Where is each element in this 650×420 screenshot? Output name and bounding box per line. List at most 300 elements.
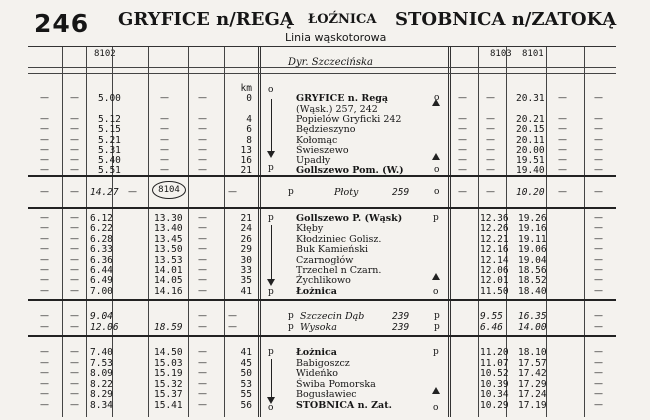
empty-cell-dash: — [486,144,495,155]
return-time: 19.40 [516,165,545,177]
up-arrow-icon [432,153,440,160]
km-value: 53 [240,378,252,390]
km-value: km [240,83,252,94]
return-time: 11.20 [480,347,509,358]
empty-cell-dash: — [594,223,603,234]
return-time: 17.24 [518,389,547,401]
empty-cell-dash: — [40,311,49,321]
return-time: 18.40 [518,285,547,297]
section5-row [28,347,616,358]
empty-cell-dash: — [594,213,603,223]
empty-cell-dash: — [198,144,207,155]
empty-cell-dash: — [198,134,207,145]
return-time: 12.01 [480,275,509,287]
empty-cell-dash: — [70,357,79,368]
empty-cell-dash: — [70,233,79,244]
empty-cell-dash: — [594,275,603,286]
empty-cell-dash: — [40,400,49,410]
down-arrow-icon [267,279,275,286]
empty-cell-dash: — [198,285,207,296]
empty-cell-dash: — [558,124,567,135]
departure-time: 14.05 [154,275,183,287]
empty-cell-dash: — [594,124,603,135]
empty-cell-dash: — [486,124,495,135]
empty-cell-dash: — [70,389,79,400]
connection-time: 9.55 [480,311,503,322]
return-time: 12.21 [480,233,509,245]
section4-row [28,322,616,333]
stop-symbol: p [288,311,294,321]
empty-cell-dash: — [458,124,467,135]
departure-time: 5.12 [98,113,121,125]
empty-cell-dash: — [594,134,603,145]
departure-time: 5.15 [98,124,121,136]
return-time: 20.00 [516,144,545,156]
empty-cell-dash: — [40,368,49,379]
empty-cell-dash: — [486,165,495,176]
line-subtitle: Linia wąskotorowa [285,31,387,44]
empty-cell-dash: — [198,311,207,321]
connection-time: 16.35 [518,311,547,322]
empty-cell-dash: — [160,134,169,145]
departure-time: 6.36 [90,254,113,266]
station-name: Gollszewo Pom. (W.) [296,165,404,177]
empty-cell-dash: — [40,124,49,135]
stop-symbol: o [434,93,440,104]
empty-cell-dash: — [594,400,603,410]
station-name: Czarnogłów [296,254,354,266]
empty-cell-dash: — [594,254,603,265]
station-name: Łożnica [296,347,337,358]
empty-cell-dash: — [160,155,169,166]
empty-cell-dash: — [458,144,467,155]
grid-hline [28,335,616,337]
station-name: Gollszewo P. (Wąsk) [296,213,403,224]
stop-symbol: p [288,187,294,197]
departure-time: 5.51 [98,165,121,177]
return-time: 19.26 [518,213,547,224]
section2-row [28,187,616,198]
return-time: 10.52 [480,368,509,380]
empty-cell-dash: — [228,187,237,197]
empty-cell-dash: — [198,275,207,286]
empty-cell-dash: — [70,285,79,296]
km-value: 4 [246,113,252,125]
station-name: Żychlikowo [296,275,351,287]
empty-cell-dash: — [40,244,49,255]
return-time: 17.29 [518,378,547,390]
km-value: 55 [240,389,252,401]
empty-cell-dash: — [70,165,79,176]
section3-row [28,223,616,234]
departure-time: 8.29 [90,389,113,401]
departure-time: 8.09 [90,368,113,380]
section5-row [28,368,616,379]
empty-cell-dash: — [594,389,603,400]
connection-time: 18.59 [154,322,183,333]
empty-cell-dash: — [70,124,79,135]
empty-cell-dash: — [486,113,495,124]
empty-cell-dash: — [70,244,79,255]
return-time: 18.56 [518,265,547,276]
stop-symbol: p [268,163,274,173]
station-name: Babigoszcz [296,357,350,369]
return-time: 17.42 [518,368,547,380]
departure-time: 13.45 [154,233,183,245]
section1-row [28,165,616,176]
departure-time: 5.21 [98,134,121,146]
return-time: 20.31 [516,93,545,105]
empty-cell-dash: — [40,233,49,244]
empty-cell-dash: — [486,134,495,145]
empty-cell-dash: — [40,113,49,124]
return-time: 10.34 [480,389,509,401]
empty-cell-dash: — [40,213,49,223]
return-time: 20.15 [516,124,545,136]
station-name: Kłodziniec Golisz. [296,233,382,245]
station-name: STOBNICA n. Zat. [296,400,392,411]
departure-time: 6.28 [90,233,113,245]
departure-time: 15.03 [154,357,183,369]
section5-row [28,358,616,369]
empty-cell-dash: — [40,378,49,389]
empty-cell-dash: — [558,93,567,104]
empty-cell-dash: — [198,389,207,400]
departure-time: 6.22 [90,223,113,235]
section5-row [28,389,616,400]
timetable-header [0,0,650,48]
empty-cell-dash: — [198,233,207,244]
empty-cell-dash: — [40,285,49,296]
return-time: 20.21 [516,113,545,125]
empty-cell-dash: — [70,144,79,155]
empty-cell-dash: — [70,113,79,124]
return-time: 20.11 [516,134,545,146]
station-name: Bogusławiec [296,389,357,401]
empty-cell-dash: — [70,275,79,286]
return-time: 19.11 [518,233,547,245]
departure-time: 7.40 [90,347,113,358]
empty-cell-dash: — [558,155,567,166]
km-value: 33 [240,265,252,276]
empty-cell-dash: — [40,347,49,357]
station-name: Kołomąc [296,134,338,146]
departure-time: 14.50 [154,347,183,358]
return-time: 12.36 [480,213,509,224]
departure-time: 7.00 [90,285,113,297]
route-origin: GRYFICE n/REGĄ [118,9,294,30]
stop-symbol: o [268,403,274,413]
return-time: 19.06 [518,244,547,256]
empty-cell-dash: — [40,322,49,332]
empty-cell-dash: — [594,322,603,332]
empty-cell-dash: — [198,223,207,234]
empty-cell-dash: — [594,265,603,275]
station-name: Trzechel n Czarn. [296,265,382,276]
departure-time: 8.22 [90,378,113,390]
empty-cell-dash: — [198,165,207,176]
empty-cell-dash: — [70,155,79,166]
section5-row [28,379,616,390]
station-name: Płoty [334,187,359,198]
km-value: 8 [246,134,252,146]
km-value: 6 [246,124,252,136]
grid-hline [28,299,616,301]
station-name: GRYFICE n. Regą [296,93,389,105]
empty-cell-dash: — [198,322,207,332]
empty-cell-dash: — [40,389,49,400]
km-value: 16 [240,155,252,167]
connection-time: 14.00 [518,322,547,333]
empty-cell-dash: — [70,223,79,234]
return-time: 12.26 [480,223,509,235]
departure-time: 5.40 [98,155,121,167]
empty-cell-dash: — [558,165,567,176]
departure-time: 15.37 [154,389,183,401]
table-reference: 239 [392,322,410,333]
departure-time: 5.00 [98,93,121,105]
empty-cell-dash: — [594,165,603,176]
departure-time: 6.49 [90,275,113,287]
departure-time: 6.33 [90,244,113,256]
return-time: 12.16 [480,244,509,256]
departure-time: 8.34 [90,400,113,411]
stop-symbol: o [268,85,274,95]
km-value: 13 [240,144,252,156]
station-name: Upadły [296,155,331,167]
departure-time: 7.53 [90,357,113,369]
section4-row [28,311,616,322]
empty-cell-dash: — [70,322,79,332]
grid-hline [28,207,616,209]
station-name: Wideńko [296,368,338,380]
empty-cell-dash: — [594,311,603,321]
empty-cell-dash: — [558,187,567,197]
empty-cell-dash: — [198,400,207,410]
up-arrow-icon [432,387,440,394]
km-value: 56 [240,400,252,411]
empty-cell-dash: — [458,187,467,197]
empty-cell-dash: — [70,378,79,389]
stop-symbol: p [433,213,439,223]
train-number-right-a: 8103 [490,49,512,59]
empty-cell-dash: — [458,93,467,104]
station-name: Świeszewo [296,144,349,156]
direction-line [271,359,272,397]
km-value: 35 [240,275,252,287]
down-arrow-icon [267,151,275,158]
empty-cell-dash: — [198,347,207,357]
km-value: 30 [240,254,252,266]
train-number-right-b: 8101 [522,49,544,59]
empty-cell-dash: — [486,93,495,104]
table-number: 246 [34,9,90,38]
empty-cell-dash: — [198,254,207,265]
return-time: 19.16 [518,223,547,235]
stop-symbol: o [434,165,440,176]
empty-cell-dash: — [40,144,49,155]
timetable-body [28,46,616,417]
empty-cell-dash: — [198,357,207,368]
km-value: 45 [240,357,252,369]
empty-cell-dash: — [458,113,467,124]
empty-cell-dash: — [228,322,237,332]
empty-cell-dash: — [228,311,237,321]
empty-cell-dash: — [70,254,79,265]
return-time: 11.50 [480,285,509,297]
empty-cell-dash: — [594,368,603,379]
section3-row [28,255,616,266]
empty-cell-dash: — [70,311,79,321]
empty-cell-dash: — [594,113,603,124]
stop-symbol: o [433,287,439,297]
departure-time: 13.53 [154,254,183,266]
stop-symbol: p [288,322,294,332]
return-time: 19.51 [516,155,545,167]
stop-symbol: p [268,347,274,357]
station-name: Popielów Gryficki 242 [296,113,402,125]
up-arrow-icon [432,99,440,106]
station-name: Łożnica [296,285,337,297]
section3-row [28,244,616,255]
return-time: 10.29 [480,400,509,411]
connection-time: 10.20 [516,187,545,198]
directorate-label: Dyr. Szczecińska [288,57,374,68]
table-reference: 259 [392,187,410,198]
empty-cell-dash: — [198,368,207,379]
empty-cell-dash: — [594,378,603,389]
return-time: 17.57 [518,357,547,369]
station-name: Kłęby [296,223,324,235]
empty-cell-dash: — [40,187,49,197]
return-time: 18.52 [518,275,547,287]
empty-cell-dash: — [40,265,49,275]
empty-cell-dash: — [40,93,49,104]
empty-cell-dash: — [594,244,603,255]
empty-cell-dash: — [40,357,49,368]
grid-hline [28,67,616,68]
empty-cell-dash: — [458,155,467,166]
km-value: 29 [240,244,252,256]
km-value: 24 [240,223,252,235]
empty-cell-dash: — [198,155,207,166]
empty-cell-dash: — [198,93,207,104]
empty-cell-dash: — [40,275,49,286]
empty-cell-dash: — [160,165,169,176]
return-time: 12.06 [480,265,509,276]
section3-row [28,213,616,224]
empty-cell-dash: — [70,134,79,145]
empty-cell-dash: — [558,144,567,155]
empty-cell-dash: — [558,134,567,145]
departure-time: 14.16 [154,285,183,297]
stop-symbol: p [434,311,440,321]
empty-cell-dash: — [70,213,79,223]
empty-cell-dash: — [458,134,467,145]
train-number-left: 8102 [94,49,116,59]
stop-symbol: p [433,347,439,357]
stop-symbol: p [268,213,274,223]
empty-cell-dash: — [40,254,49,265]
section5-row [28,400,616,411]
empty-cell-dash: — [594,285,603,296]
empty-cell-dash: — [70,187,79,197]
connection-time: 12.06 [90,322,119,333]
empty-cell-dash: — [486,155,495,166]
section3-row [28,275,616,286]
empty-cell-dash: — [70,368,79,379]
connection-time: 14.27 [90,187,119,198]
up-arrow-icon [432,273,440,280]
empty-cell-dash: — [198,124,207,135]
empty-cell-dash: — [128,187,137,197]
empty-cell-dash: — [594,233,603,244]
empty-cell-dash: — [70,400,79,410]
return-time: 19.04 [518,254,547,266]
return-time: 18.10 [518,347,547,358]
departure-time: 15.19 [154,368,183,380]
section3-row [28,286,616,297]
empty-cell-dash: — [198,213,207,223]
km-value: 50 [240,368,252,380]
km-value: 21 [240,213,252,224]
departure-time: 14.01 [154,265,183,276]
empty-cell-dash: — [160,144,169,155]
empty-cell-dash: — [70,265,79,275]
section3-row [28,234,616,245]
return-time: 12.14 [480,254,509,266]
km-value: 26 [240,233,252,245]
empty-cell-dash: — [458,165,467,176]
empty-cell-dash: — [594,357,603,368]
departure-time: 13.30 [154,213,183,224]
empty-cell-dash: — [594,155,603,166]
station-name: (Wąsk.) 257, 242 [296,103,378,115]
km-value: 0 [246,93,252,105]
departure-time: 5.31 [98,144,121,156]
station-name: Świba Pomorska [296,378,376,390]
empty-cell-dash: — [160,124,169,135]
departure-time: 6.12 [90,213,113,224]
empty-cell-dash: — [486,187,495,197]
empty-cell-dash: — [70,347,79,357]
return-time: 17.19 [518,400,547,411]
empty-cell-dash: — [594,187,603,197]
stop-symbol: p [434,322,440,332]
connection-time: 9.04 [90,311,113,322]
route-destination: STOBNICA n/ZATOKĄ [395,9,617,30]
table-reference: 239 [392,311,410,322]
return-time: 10.39 [480,378,509,390]
departure-time: 13.40 [154,223,183,235]
empty-cell-dash: — [40,223,49,234]
direction-line [271,225,272,279]
empty-cell-dash: — [198,265,207,275]
special-train-number: 8104 [152,181,186,199]
empty-cell-dash: — [160,93,169,104]
departure-time: 15.32 [154,378,183,390]
km-value: 21 [240,165,252,177]
km-value: 41 [240,347,252,358]
station-name: Wysoka [300,322,337,333]
grid-hline [28,73,616,74]
connection-time: 6.46 [480,322,503,333]
station-name: Buk Kamieński [296,244,369,256]
departure-time: 15.41 [154,400,183,411]
empty-cell-dash: — [160,113,169,124]
empty-cell-dash: — [198,378,207,389]
route-via: ŁOŹNICA [308,12,377,27]
